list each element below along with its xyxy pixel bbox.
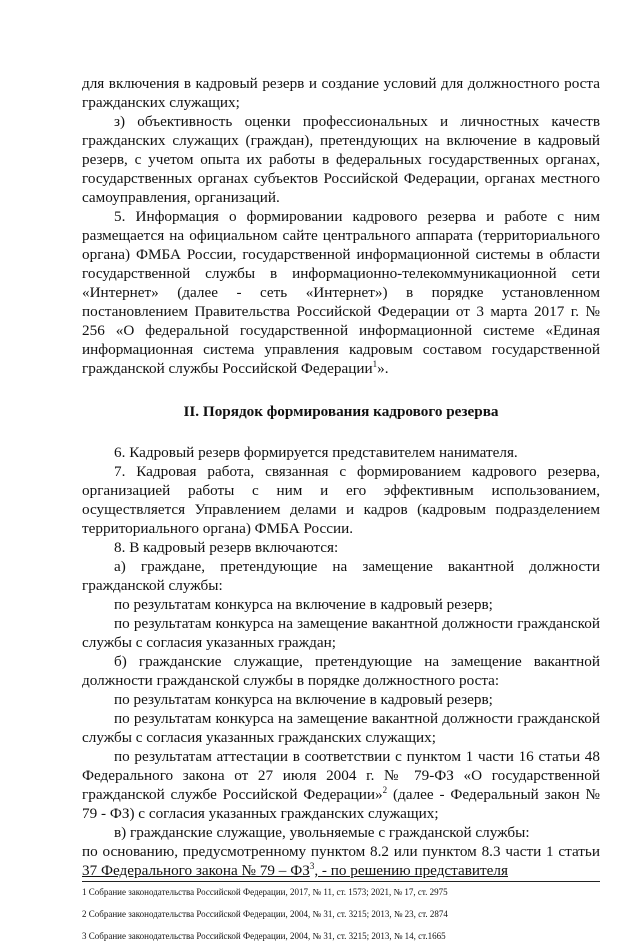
paragraph-5-text: 5. Информация о формировании кадрового резерва и работе с ним размещается на официальном сайте центрального аппарата (территориального органа) ФМБА России, государственной информационной системы в области государственной службы в информационно-телекоммуникационной сети «Интернет» (далее - сеть «Интернет») в порядке установленном постановлением Правительства Российской Федерации от 3 марта 2017 г. № 256 «О федеральной государственной информационной системе «Единая информационная система управления кадровым составом государственной гражданской службы Российской Федерации bbox=[82, 208, 600, 377]
paragraph-z: з) объективность оценки профессиональных и личностных качеств гражданских служащих (граждан), претендующих на включение в кадровый резерв, с учетом опыта их работы в федеральных государственных органах, государственных органах субъектов Российской Федерации, органах местного самоуправления, организаций. bbox=[82, 113, 600, 206]
paragraph-8v-item-1-text: по основанию, предусмотренному пунктом 8.2 или пунктом 8.3 части 1 статьи bbox=[82, 843, 600, 860]
paragraph-8b-item-3 bbox=[82, 747, 600, 823]
paragraph-7: 7. Кадровая работа, связанная с формированием кадрового резерва, организацией работы с ним и его эффективным использованием, осуществляется Управлением делами и кадров (кадровым подразделением территориального органа) ФМБА России. bbox=[82, 463, 600, 537]
paragraph-5-end: ». bbox=[377, 360, 389, 377]
paragraph-8b-item-2: по результатам конкурса на замещение вакантной должности гражданской службы с согласия указанных гражданских служащих; bbox=[82, 710, 600, 746]
paragraph-8b-item-1: по результатам конкурса на включение в кадровый резерв; bbox=[114, 691, 493, 708]
paragraph-5 bbox=[82, 207, 600, 378]
paragraph-8v-item-1 bbox=[82, 842, 600, 880]
document-body bbox=[82, 74, 600, 880]
paragraph-8v: в) гражданские служащие, увольняемые с гражданской службы: bbox=[114, 824, 530, 841]
section-heading: II. Порядок формирования кадрового резерва bbox=[183, 403, 499, 420]
paragraph-8b: б) гражданские служащие, претендующие на замещение вакантной должности гражданской службы в порядке должностного роста: bbox=[82, 653, 600, 689]
paragraph-8a-item-2: по результатам конкурса на замещение вакантной должности гражданской службы с согласия указанных граждан; bbox=[82, 615, 600, 651]
paragraph-8a: а) граждане, претендующие на замещение вакантной должности гражданской службы: bbox=[82, 558, 600, 594]
paragraph-8b-item-3-text: по результатам аттестации в соответствии с пунктом 1 части 16 статьи 48 Федерального закона от 27 июля 2004 г. № 79-ФЗ «О государственной гражданской службе Российской Федерации» bbox=[82, 748, 600, 803]
paragraph-6: 6. Кадровый резерв формируется представителем нанимателя. bbox=[114, 444, 518, 461]
paragraph-8a-item-1: по результатам конкурса на включение в кадровый резерв; bbox=[114, 596, 493, 613]
paragraph-8: 8. В кадровый резерв включаются: bbox=[114, 539, 339, 556]
paragraph-continuation: для включения в кадровый резерв и создание условий для должностного роста гражданских служащих; bbox=[82, 75, 600, 111]
footnote-ref-2[interactable]: 2 bbox=[382, 784, 388, 795]
footnote-ref-1[interactable]: 1 bbox=[372, 358, 378, 369]
footnote-1: 1 Собрание законодательства Российской Федерации, 2017, № 11, ст. 1573; 2021, № 17, ст. 2975 bbox=[82, 887, 448, 897]
footnote-2: 2 Собрание законодательства Российской Федерации, 2004, № 31, ст. 3215; 2013, № 23, ст. 2874 bbox=[82, 909, 448, 919]
footnotes bbox=[82, 881, 600, 943]
paragraph-8v-item-1-end: , - по решению представителя bbox=[314, 862, 508, 879]
footnote-3: 3 Собрание законодательства Российской Федерации, 2004, № 31, ст. 3215; 2013, № 14, ст.1665 bbox=[82, 931, 446, 941]
paragraph-8b-item-3-end: (далее - Федеральный закон № 79 - ФЗ) с согласия указанных гражданских служащих; bbox=[82, 786, 600, 822]
law-reference: 37 Федерального закона № 79 – ФЗ bbox=[82, 862, 310, 879]
footnote-ref-3[interactable]: 3 bbox=[309, 860, 315, 871]
